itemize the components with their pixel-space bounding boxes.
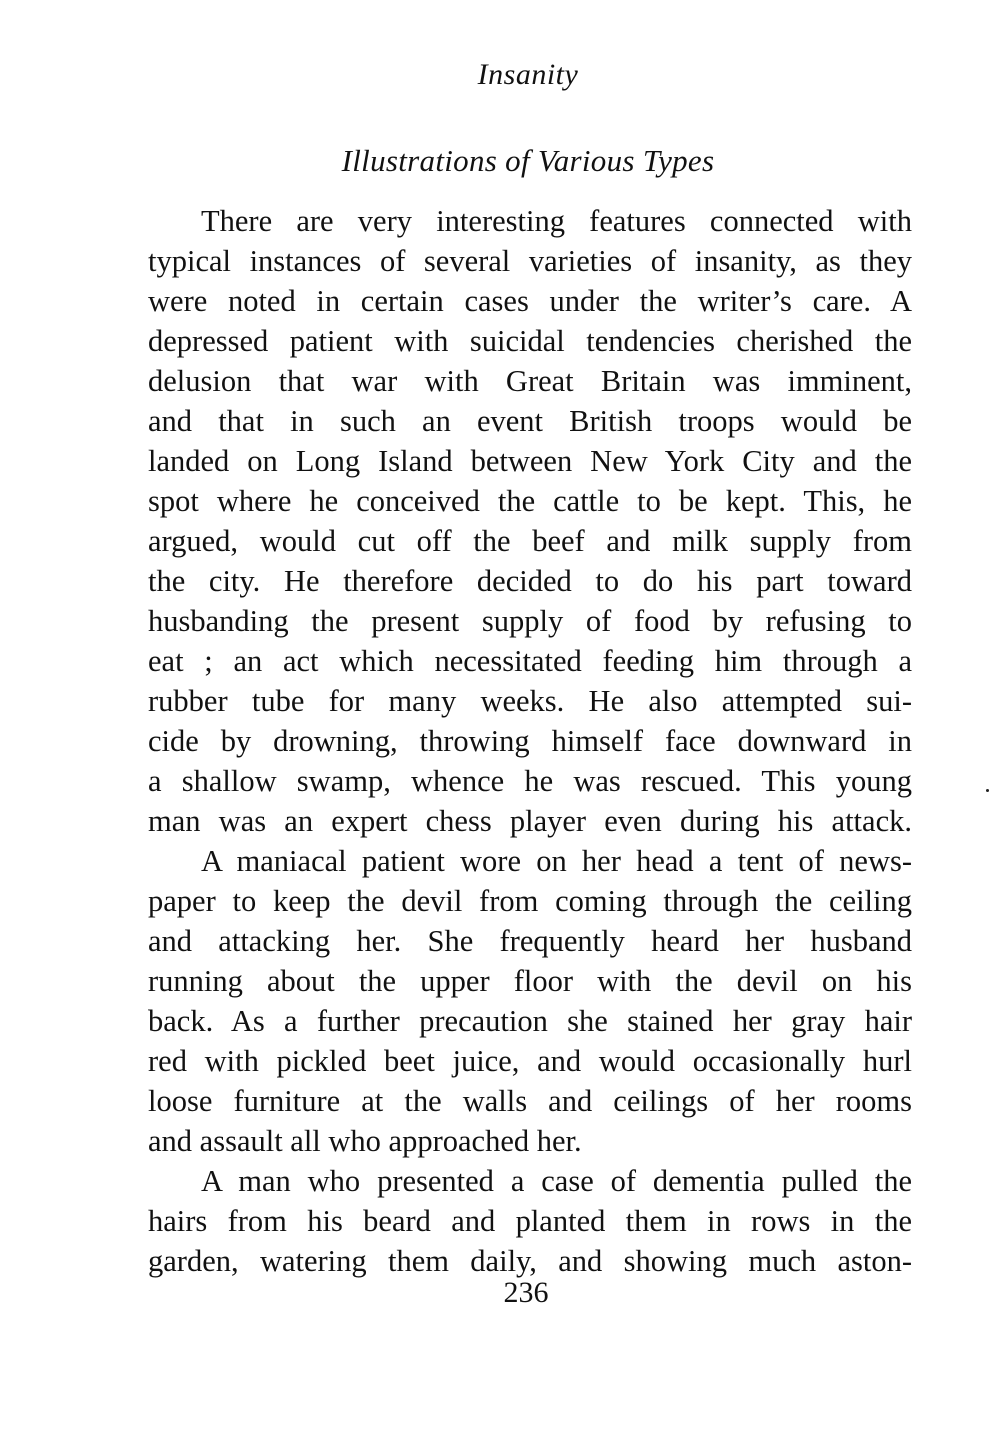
text-line: depressed patient with suicidal tendencies cherished the: [148, 324, 912, 358]
running-head: Insanity: [477, 58, 579, 91]
text-line: typical instances of several varieties of insanity, as they: [148, 244, 912, 278]
text-line: landed on Long Island between New York City and the: [148, 444, 912, 478]
body-text: [148, 201, 912, 1281]
text-line: argued, would cut off the beef and milk supply from: [148, 524, 912, 558]
text-line: and assault all who approached her.: [148, 1124, 582, 1158]
text-line: cide by drowning, throwing himself face downward in: [148, 724, 912, 758]
text-line: delusion that war with Great Britain was imminent,: [148, 364, 912, 398]
text-line: husbanding the present supply of food by refusing to: [148, 604, 912, 638]
text-line: back. As a further precaution she stained her gray hair: [148, 1004, 912, 1038]
text-line: were noted in certain cases under the writer’s care. A: [148, 284, 912, 318]
text-line: hairs from his beard and planted them in rows in the: [148, 1204, 912, 1238]
text-line: rubber tube for many weeks. He also attempted sui-: [148, 684, 912, 718]
text-line: spot where he conceived the cattle to be kept. This, he: [148, 484, 912, 518]
text-line: paper to keep the devil from coming through the ceiling: [148, 884, 912, 918]
text-line: a shallow swamp, whence he was rescued. This young: [148, 764, 912, 798]
text-line: loose furniture at the walls and ceilings of her rooms: [148, 1084, 912, 1118]
text-line: A maniacal patient wore on her head a tent of news-: [201, 844, 912, 878]
page-number: 236: [503, 1276, 549, 1309]
text-line: running about the upper floor with the devil on his: [148, 964, 912, 998]
section-heading: Illustrations of Various Types: [341, 143, 715, 178]
text-line: garden, watering them daily, and showing much aston-: [148, 1244, 912, 1278]
print-speck: [986, 789, 989, 792]
text-line: and attacking her. She frequently heard her husband: [148, 924, 912, 958]
text-line: There are very interesting features connected with: [201, 204, 912, 238]
text-line: and that in such an event British troops would be: [148, 404, 912, 438]
text-line: red with pickled beet juice, and would occasionally hurl: [148, 1044, 912, 1078]
text-line: eat ; an act which necessitated feeding him through a: [148, 644, 912, 678]
text-line: A man who presented a case of dementia pulled the: [201, 1164, 912, 1198]
text-line: the city. He therefore decided to do his part toward: [148, 564, 912, 598]
text-line: man was an expert chess player even during his attack.: [148, 804, 912, 838]
